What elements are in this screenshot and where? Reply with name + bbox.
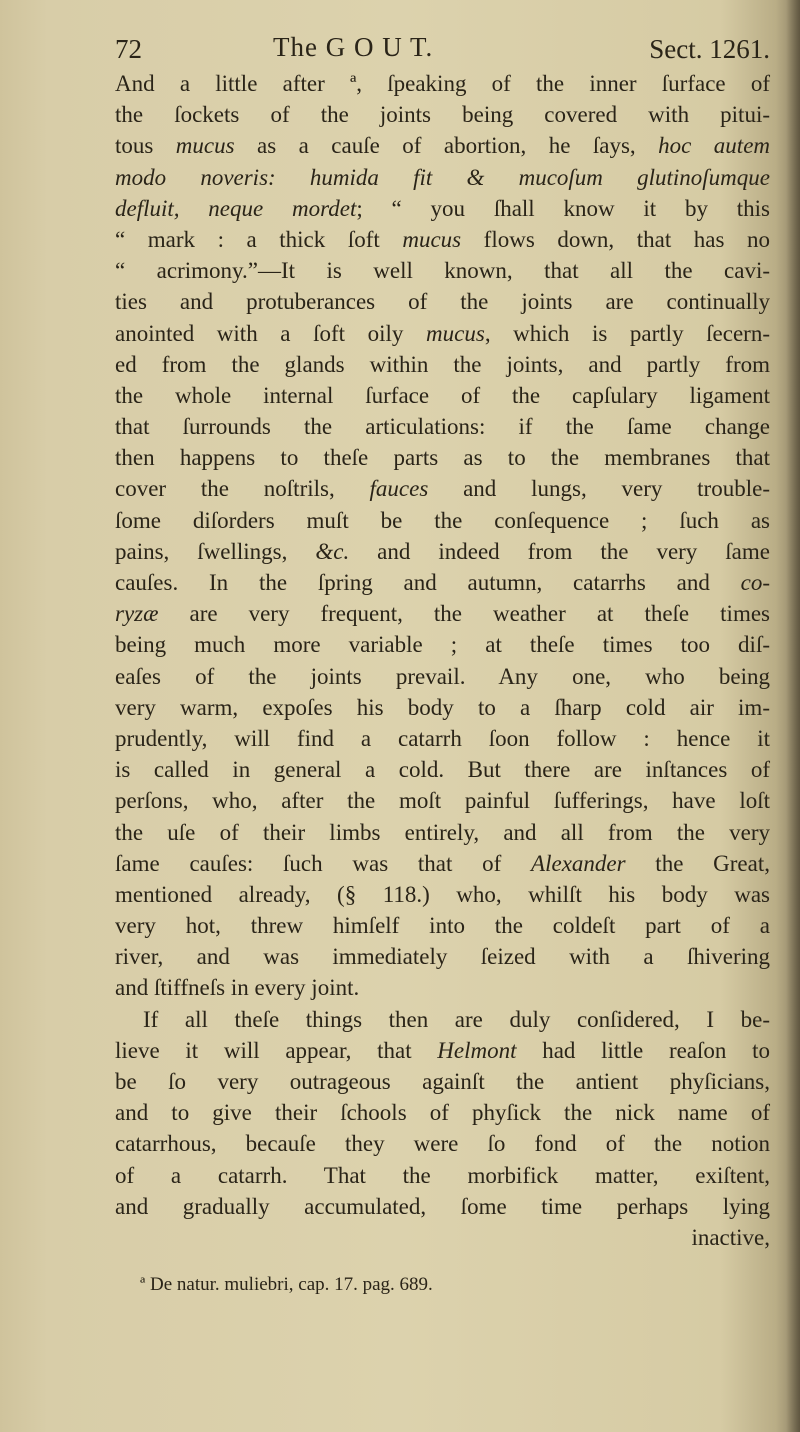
text-segment: be ſo very outrageous againſt the antient phyſicians, xyxy=(115,1069,770,1094)
text-line xyxy=(115,349,770,380)
text-line xyxy=(115,598,770,629)
text-line xyxy=(115,723,770,754)
text-segment: and to give their ſchools of phyſick the nick name of xyxy=(115,1100,770,1126)
italic-text: &c. xyxy=(315,538,350,564)
text-line xyxy=(115,68,770,99)
text-line xyxy=(115,505,770,536)
text-line xyxy=(115,1160,770,1191)
text-segment: then happens to theſe parts as to the membranes that xyxy=(115,445,770,471)
text-line xyxy=(115,536,770,567)
text-segment: “ mark : a thick ſoft xyxy=(115,226,403,252)
text-segment: and indeed from the very ſame xyxy=(349,538,770,564)
footnote: ª De natur. muliebri, cap. 17. pag. 689. xyxy=(140,1274,433,1295)
text-segment: , which is partly ſecern- xyxy=(484,320,771,346)
italic-text: hoc autem xyxy=(658,133,771,159)
text-line xyxy=(115,1066,770,1097)
text-segment: catarrhous, becauſe they were ſo fond of the notion xyxy=(115,1131,770,1157)
text-segment: prudently, will find a catarrh ſoon follow : hence it xyxy=(115,725,770,751)
text-segment: “ acrimony.”—It is well known, that all the cavi- xyxy=(115,258,770,284)
text-line xyxy=(115,286,770,317)
italic-text: ryzæ xyxy=(115,601,159,627)
text-segment: is called in general a cold. But there are inſtances of xyxy=(115,757,770,783)
text-segment: perſons, who, after the moſt painful ſufferings, have loſt xyxy=(115,788,770,814)
text-segment: very warm, expoſes his body to a ſharp cold air im- xyxy=(115,694,770,720)
body-text xyxy=(115,68,770,1253)
italic-text: mucus xyxy=(426,320,485,346)
binding-shadow xyxy=(786,0,800,1432)
text-segment: ed from the glands within the joints, and partly from xyxy=(115,351,770,377)
text-segment: eaſes of the joints prevail. Any one, who being xyxy=(115,663,770,689)
text-segment: ſome diſorders muſt be the conſequence ; ſuch as xyxy=(115,507,770,533)
text-line xyxy=(115,473,770,504)
text-segment: and gradually accumulated, ſome time perhaps lying xyxy=(115,1193,770,1219)
text-segment: being much more variable ; at theſe times too diſ- xyxy=(115,632,770,658)
text-line xyxy=(115,754,770,785)
text-line xyxy=(115,1222,770,1253)
text-line xyxy=(115,785,770,816)
text-segment: flows down, that has no xyxy=(461,226,770,252)
text-segment: pains, ſwellings, xyxy=(115,538,316,564)
italic-text: mucus xyxy=(402,226,462,252)
text-segment: tous xyxy=(115,133,176,159)
text-segment: And a little after ª, ſpeaking of the inner ſurface of xyxy=(115,71,770,96)
page-number: 72 xyxy=(115,34,142,64)
italic-text: Helmont xyxy=(437,1037,517,1063)
text-line xyxy=(115,629,770,660)
running-header xyxy=(115,32,770,68)
text-segment: very hot, threw himſelf into the coldeſt part of a xyxy=(115,913,770,939)
text-segment: the ſockets of the joints being covered with pitui- xyxy=(115,102,770,128)
text-line xyxy=(115,692,770,723)
text-line xyxy=(115,1191,770,1222)
text-segment: had little reaſon to xyxy=(516,1037,770,1063)
text-segment: of a catarrh. That the morbifick matter, exiſtent, xyxy=(115,1162,770,1188)
text-segment: inactive, xyxy=(691,1224,770,1250)
text-line xyxy=(115,817,770,848)
text-segment: ; “ you ſhall know it by this xyxy=(356,195,770,221)
text-segment: the Great, xyxy=(625,850,770,876)
text-segment: ties and protuberances of the joints are continually xyxy=(115,289,770,315)
text-line xyxy=(115,1128,770,1159)
text-segment: as a cauſe of abortion, he ſays, xyxy=(234,133,659,159)
text-line xyxy=(115,941,770,972)
text-segment: mentioned already, (§ 118.) who, whilſt his body was xyxy=(115,881,770,907)
text-line xyxy=(115,193,770,224)
text-segment: that ſurrounds the articulations: if the ſame change xyxy=(115,414,770,440)
text-line xyxy=(115,1097,770,1128)
text-line xyxy=(115,318,770,349)
text-segment: anointed with a ſoft oily xyxy=(115,320,427,346)
text-segment: the whole internal ſurface of the capſulary ligament xyxy=(115,382,770,408)
italic-text: defluit, neque mordet xyxy=(115,195,357,221)
italic-text: mucus xyxy=(175,133,235,159)
text-line xyxy=(115,1004,770,1035)
text-segment: If all theſe things then are duly conſidered, I be- xyxy=(143,1006,770,1032)
section-number: Sect. 1261. xyxy=(649,34,770,64)
text-line xyxy=(115,411,770,442)
text-segment: the uſe of their limbs entirely, and all from the very xyxy=(115,819,770,845)
text-line xyxy=(115,162,770,193)
text-segment: ſame cauſes: ſuch was that of xyxy=(115,850,532,876)
text-segment: are very frequent, the weather at theſe times xyxy=(158,601,770,627)
italic-text: modo noveris: humida fit & mucoſum glutinoſumque xyxy=(115,164,770,190)
text-line xyxy=(115,910,770,941)
italic-text: fauces xyxy=(369,476,429,502)
text-segment: cover the noſtrils, xyxy=(115,476,370,502)
text-line xyxy=(115,972,770,1003)
text-segment: and ſtiffneſs in every joint. xyxy=(115,975,360,1001)
text-line xyxy=(115,661,770,692)
text-line xyxy=(115,1035,770,1066)
italic-text: co- xyxy=(740,570,770,595)
text-line xyxy=(115,130,770,161)
text-segment: river, and was immediately ſeized with a ſhivering xyxy=(115,944,770,970)
text-segment: lieve it will appear, that xyxy=(115,1037,438,1063)
text-line xyxy=(115,442,770,473)
italic-text: Alexander xyxy=(531,850,626,876)
text-line xyxy=(115,380,770,411)
text-line xyxy=(115,848,770,879)
text-line xyxy=(115,255,770,286)
text-line xyxy=(115,224,770,255)
text-line xyxy=(115,567,770,598)
text-segment: cauſes. In the ſpring and autumn, catarrhs and xyxy=(115,570,741,595)
running-title: The G O U T. xyxy=(273,32,434,62)
text-segment: and lungs, very trouble- xyxy=(428,476,770,502)
text-line xyxy=(115,879,770,910)
text-line xyxy=(115,99,770,130)
